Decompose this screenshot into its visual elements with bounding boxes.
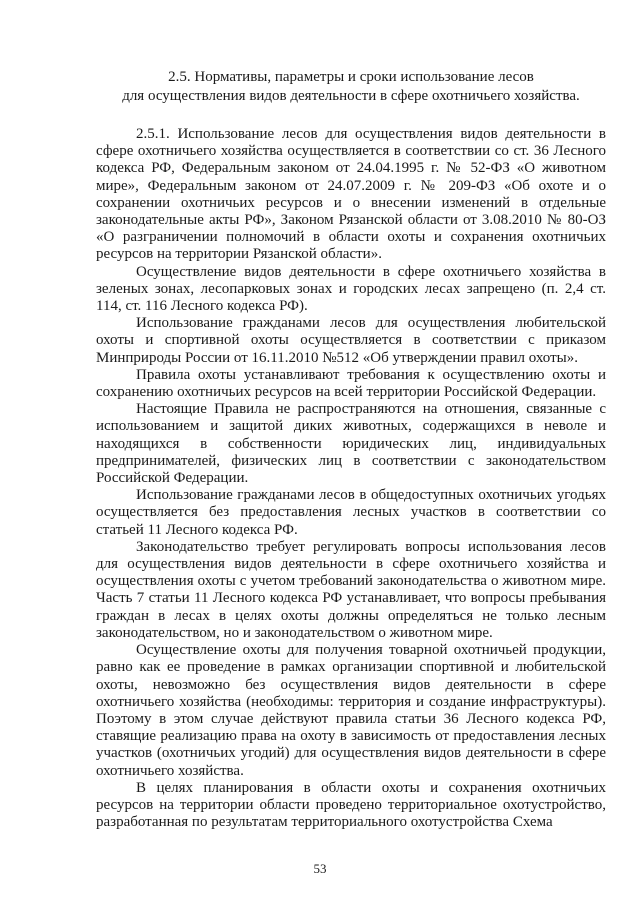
paragraph-hunting-order: Использование гражданами лесов для осуществления любительской охоты и спортивной охоты осуществляется в соответствии с приказом Минприроды России от 16.11.2010 №512 «Об утверждении правил охоты». (96, 315, 606, 366)
paragraph-rules-exclusions: Настоящие Правила не распространяются на отношения, связанные с использованием и защитой диких животных, содержащихся в неволе и находящихся в собственности юридических лиц, индивидуальных предпринимателей, физических лиц в соответствии с законодательством Российской Федерации. (96, 401, 606, 487)
body-text (96, 126, 606, 831)
paragraph-legislation: Законодательство требует регулировать вопросы использования лесов для осуществления видов деятельности в сфере охотничьего хозяйства и осуществления охоты с учетом требований законодательства о животном мире. Часть 7 статьи 11 Лесного кодекса РФ устанавливает, что вопросы пребывания граждан в лесах в целях охоты должны определяться не только лесным законодательством, но и законодательством о животном мире. (96, 538, 606, 641)
paragraph-green-zones: Осуществление видов деятельности в сфере охотничьего хозяйства в зеленых зонах, лесопарковых зонах и городских лесах запрещено (п. 2,4 ст. 114, ст. 116 Лесного кодекса РФ). (96, 263, 606, 315)
section-heading (96, 68, 606, 105)
paragraph-planning: В целях планирования в области охоты и сохранения охотничьих ресурсов на территории области проведено территориальное охотустройство, разработанная по результатам территориального охотустройства Схема (96, 779, 606, 831)
section-heading-line-2: для осуществления видов деятельности в сфере охотничьего хозяйства. (122, 87, 580, 104)
paragraph-hunting-rules: Правила охоты устанавливают требования к осуществлению охоты и сохранению охотничьих ресурсов на всей территории Российской Федерации. (96, 366, 606, 401)
page-number: 53 (313, 861, 327, 876)
paragraph-2-5-1: 2.5.1. Использование лесов для осуществления видов деятельности в сфере охотничьего хозяйства осуществляется в соответствии со ст. 36 Лесного кодекса РФ, Федеральным законом от 24.04.1995 г. № 52-ФЗ «О животном мире», Федеральным законом от 24.07.2009 г. № 209-ФЗ «Об охоте и о сохранении охотничьих ресурсов и о внесении изменений в отдельные законодательные акты РФ», Законом Рязанской области от 3.08.2010 № 80-ОЗ «О разграничении полномочий в области охоты и сохранения охотничьих ресурсов на территории Рязанской области». (96, 126, 606, 263)
paragraph-public-grounds: Использование гражданами лесов в общедоступных охотничьих угодьях осуществляется без предоставления лесных участков в соответствии со статьей 11 Лесного кодекса РФ. (96, 487, 606, 538)
paragraph-commercial-hunting: Осуществление охоты для получения товарной охотничьей продукции, равно как ее проведение в рамках организации спортивной и любительской охоты, невозможно без осуществления видов деятельности в сфере охотничьего хозяйства (необходимы: территория и создание инфраструктуры). Поэтому в этом случае действуют правила статьи 36 Лесного кодекса РФ, ставящие реализацию права на охоту в зависимость от предоставления лесных участков (охотничьих угодий) для осуществления видов деятельности в сфере охотничьего хозяйства. (96, 642, 606, 779)
section-heading-line-1: 2.5. Нормативы, параметры и сроки использование лесов (168, 69, 534, 85)
